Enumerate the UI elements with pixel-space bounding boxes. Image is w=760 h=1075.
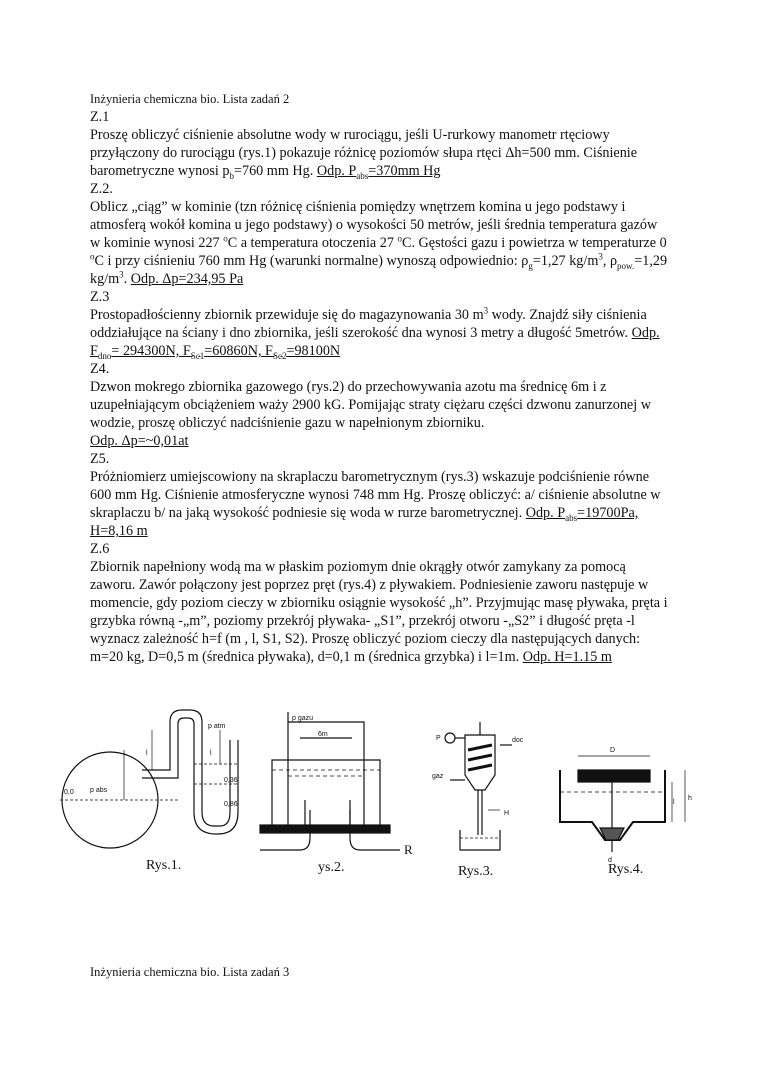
rys1-label: Rys.1. bbox=[146, 858, 182, 873]
problem-text-block bbox=[90, 90, 670, 666]
rys2-dim: 6m bbox=[318, 731, 328, 738]
rys1-lev-bot: 0,86 bbox=[224, 801, 238, 808]
problem-3-answer: Odp. $F_{dno}= 294300N$, $F_{Sc1}=60860N$, $F_{Sc2}=98100N$ bbox=[90, 325, 660, 361]
rys4-D: D bbox=[610, 747, 616, 754]
problem-5-answer: Odp. $P_{abs}=19700Pa$, H=8,16 m bbox=[90, 505, 639, 539]
rys4-label: Rys.4. bbox=[608, 862, 644, 877]
rys1-p-atm: p atm bbox=[208, 723, 226, 730]
problem-2-text: Oblicz „ciąg” w kominie (tzn różnicę ciśnienia pomiędzy wnętrzem komina u jego podstawy i atmosferą wokół komina u jego podstawy) o wysokości 50 metrów, jeśli średnia temperatura gazów w kominie wynosi 227 $^o$C a temperatura otoczenia 27 $^o$C. Gęstości gazu i powietrza w temperaturze 0 $^o$C i przy ciśnieniu 760 mm Hg (warunki normalne) wynoszą odpowiednio: $\rho_g=1,27$ $kg/m^3$, $\rho_{pow.}=1,29$ $kg/m^3$. Odp. Δp=234,95 Pa bbox=[90, 199, 668, 287]
problem-5-id: Z5. bbox=[90, 451, 110, 467]
document-footer-header: Inżynieria chemiczna bio. Lista zadań 3 bbox=[90, 965, 290, 979]
problem-6-id: Z.6 bbox=[90, 541, 110, 557]
rys3-h: H bbox=[504, 810, 510, 817]
figures-row bbox=[60, 700, 700, 890]
problem-4-text: Dzwon mokrego zbiornika gazowego (rys.2) do przechowywania azotu ma średnicę 6m i z uzupełniającym obciążeniem waży 2900 kG. Pomijając straty ciężaru części dzwonu zanurzonej w wodzie, proszę obliczyć nadciśnienie gazu w napełnionym zbiorniku. bbox=[90, 379, 651, 431]
problem-1-text: Proszę obliczyć ciśnienie absolutne wody w rurociągu, jeśli U-rurkowy manometr rtęciowy przyłączony do rurociągu (rys.1) pokazuje różnicę poziomów słupa rtęci Δh=500 mm. Ciśnienie barometryczne wynosi $p_b=760$ mm Hg. Odp. $P_{abs}=370mm$ Hg bbox=[90, 127, 638, 181]
problem-1-id: Z.1 bbox=[90, 109, 110, 125]
problem-6-answer: Odp. H=1.15 m bbox=[522, 649, 612, 665]
rys4-h: h bbox=[688, 795, 692, 802]
problem-4-answer: Odp. Δp=~0,01at bbox=[90, 433, 189, 449]
problem-3-id: Z.3 bbox=[90, 289, 110, 305]
problem-3-text: Prostopadłościenny zbiornik przewiduje się do magazynowania 30 $m^3$ wody. Znajdź siły ciśnienia oddziałujące na ściany i dno zbiornika, jeśli szerokość dna wynosi 3 metry a długość 5metrów. Odp. $F_{dno}= 294300N$, $F_{Sc1}=60860N$, $F_{Sc2}=98100N$ bbox=[90, 305, 660, 361]
problem-5-text: Próżniomierz umiejscowiony na skraplaczu barometrycznym (rys.3) wskazuje podciśnienie równe 600 mm Hg. Ciśnienie atmosferyczne wynosi 748 mm Hg. Proszę obliczyć: a/ ciśnienie absolutne w skraplaczu b/ na jaką wysokość podniesie się woda w rurze barometrycznej. Odp. $P_{abs}=19700Pa$, H=8,16 m bbox=[90, 469, 661, 539]
rys1-l2: l bbox=[210, 750, 212, 757]
problem-6-text: Zbiornik napełniony wodą ma w płaskim poziomym dnie okrągły otwór zamykany za pomocą zaworu. Zawór połączony jest poprzez pręt (rys.4) z pływakiem. Podniesienie zaworu następuje w momencie, gdy poziom cieczy w zbiorniku osiągnie wysokość „h”. Przyjmując masę pływaka, pręta i grzybka równą -„m”, poziomy przekrój pływaka- „S1”, przekrój otworu -„S2” i długość pręta -l wyznacz zależność h=f (m , l, S1, S2). Proszę obliczyć poziom cieczy dla następujących danych: m=20 kg, D=0,5 m (średnica pływaka), d=0,1 m (średnica grzybka) i l=1m. Odp. H=1.15 m bbox=[90, 559, 668, 665]
document-header: Inżynieria chemiczna bio. Lista zadań 2 bbox=[90, 92, 290, 106]
rys3-label: Rys.3. bbox=[458, 864, 494, 879]
problem-4-id: Z4. bbox=[90, 361, 110, 377]
rys4-l: l bbox=[673, 799, 675, 806]
rys1-lev-left: 0,0 bbox=[64, 789, 74, 796]
rys2-label: ys.2. bbox=[318, 860, 345, 875]
rys2-p-gazu: p gazu bbox=[292, 715, 314, 722]
rys1-p-abs: p abs bbox=[90, 787, 108, 794]
rys3-drawing bbox=[445, 722, 512, 850]
rys1-l1: l bbox=[146, 750, 148, 757]
problem-1-answer: Odp. $P_{abs}=370mm$ Hg bbox=[316, 163, 441, 181]
rys1-drawing bbox=[60, 710, 238, 848]
rys4-d: d bbox=[608, 857, 612, 864]
rys4-drawing bbox=[560, 756, 685, 852]
rys2-arrow-label: R bbox=[404, 842, 413, 857]
rys3-woda: doc bbox=[512, 737, 524, 744]
problem-2-id: Z.2. bbox=[90, 181, 113, 197]
rys2-drawing bbox=[260, 712, 400, 850]
rys3-gaz: gaz bbox=[432, 773, 444, 780]
rys3-p: P bbox=[436, 735, 441, 742]
rys1-lev-top: 0,36 bbox=[224, 777, 238, 784]
problem-2-answer: Odp. Δp=234,95 Pa bbox=[130, 271, 244, 287]
